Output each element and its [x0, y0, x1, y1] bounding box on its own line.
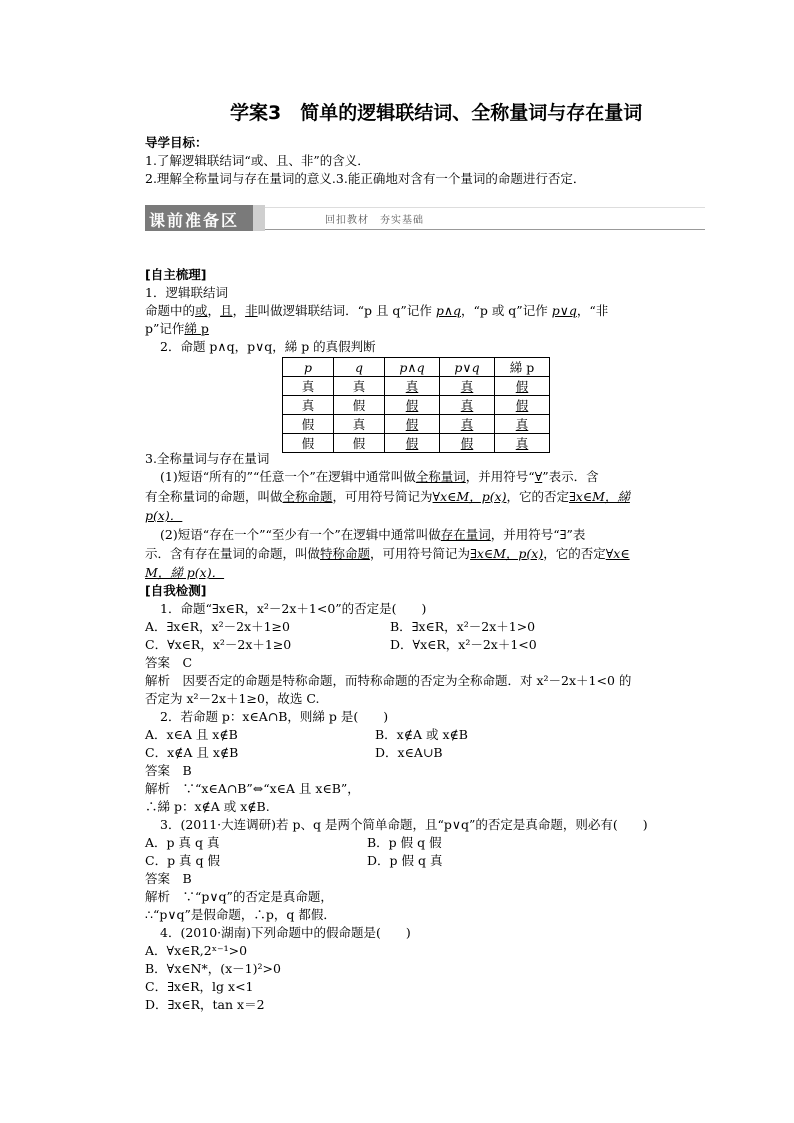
q3-option-b: B．p 假 q 假: [367, 835, 442, 850]
review-heading: [自主梳理]: [145, 267, 207, 282]
table-cell: 真: [283, 377, 334, 396]
q1-explanation-1: 解析 因要否定的命题是特称命题，而特称命题的否定为全称命题．对 x²－2x＋1<0 的: [145, 673, 632, 688]
table-cell: 假: [334, 434, 385, 453]
q2-explanation-1: 解析 ∵“x∈A∩B”⇔“x∈A 且 x∈B”，: [145, 781, 360, 796]
banner-rule-bottom: [265, 229, 705, 230]
q3-answer: 答案 B: [145, 871, 192, 886]
table-cell: 真: [283, 396, 334, 415]
review-s3-line2: [145, 488, 630, 506]
table-row: [283, 396, 550, 415]
review-s2-title: 2．命题 p∧q，p∨q，綈 p 的真假判断: [160, 339, 376, 354]
text: p”记作: [145, 321, 185, 336]
table-cell: 真: [495, 415, 550, 434]
text: ，可用符号简记为: [332, 489, 433, 504]
text: ，: [207, 303, 221, 318]
text: 有全称量词的命题，叫做: [145, 489, 283, 504]
blank-existential-quantifier: 存在量词: [440, 527, 491, 542]
q2-option-c: C．x∉A 且 x∉B: [145, 745, 239, 760]
page-title: 学案3 简单的逻辑联结词、全称量词与存在量词: [230, 102, 643, 124]
q2-explanation-2: ∴綈 p：x∉A 或 x∉B.: [145, 799, 270, 814]
text: ，可用符号简记为: [370, 546, 471, 561]
q1-option-a: A．∃x∈R，x²－2x＋1≥0: [145, 619, 290, 634]
blank-and: 且: [220, 303, 233, 318]
table-header-row: [283, 358, 550, 377]
text: ”表示．含: [542, 469, 599, 484]
table-cell: 真: [334, 415, 385, 434]
table-cell: 假: [385, 396, 440, 415]
q2-stem: 2．若命题 p：x∈A∩B，则綈 p 是( ): [160, 709, 389, 724]
table-cell: 真: [440, 396, 495, 415]
table-header: p: [283, 358, 334, 377]
q4-option-a: A．∀x∈R,2ˣ⁻¹>0: [145, 943, 248, 958]
q1-stem: 1．命题“∃x∈R，x²－2x＋1<0”的否定是( ): [160, 601, 427, 616]
q2-answer: 答案 B: [145, 763, 192, 778]
text: (1)短语“所有的”“任意一个”在逻辑中通常叫做: [160, 469, 416, 484]
q4-option-b: B．∀x∈N*，(x－1)²>0: [145, 961, 281, 976]
table-cell: 假: [440, 434, 495, 453]
q1-option-b: B．∃x∈R，x²－2x＋1>0: [390, 619, 536, 634]
q4-option-d: D．∃x∈R，tan x＝2: [145, 997, 265, 1012]
q3-explanation-1: 解析 ∵“p∨q”的否定是真命题，: [145, 889, 333, 904]
table-cell: 假: [495, 377, 550, 396]
text: 叫做逻辑联结词．“p 且 q”记作: [257, 303, 436, 318]
table-header: p∨q: [440, 358, 495, 377]
blank-existential-notation: ∃x∈M，p(x): [470, 546, 544, 561]
text: 示．含有存在量词的命题，叫做: [145, 546, 321, 561]
q3-option-c: C．p 真 q 假: [145, 853, 220, 868]
review-s1-line1: [145, 302, 608, 320]
blank-universal-quantifier: 全称量词: [415, 469, 466, 484]
text: ，“非: [576, 303, 609, 318]
q2-option-a: A．x∈A 且 x∉B: [145, 727, 238, 742]
table-cell: 假: [334, 396, 385, 415]
objectives-heading: 导学目标：: [145, 135, 208, 150]
blank-not-p: 綈 p: [184, 321, 209, 336]
blank-universal-notation: ∀x∈M，p(x): [432, 489, 507, 504]
table-cell: 假: [385, 434, 440, 453]
q4-stem: 4．(2010·湖南)下列命题中的假命题是( ): [160, 925, 411, 940]
table-header: q: [334, 358, 385, 377]
q1-answer: 答案 C: [145, 655, 193, 670]
table-cell: 真: [440, 415, 495, 434]
blank-p-and-q: p∧q: [435, 303, 461, 318]
review-s3-line5: [145, 545, 630, 563]
blank-universal-negation: ∃x∈M，綈: [569, 489, 630, 504]
q3-option-a: A．p 真 q 真: [145, 835, 220, 850]
blank-forall-symbol: ∀: [534, 469, 543, 484]
text: ，它的否定: [543, 546, 606, 561]
blank-universal-proposition: 全称命题: [282, 489, 333, 504]
review-s1-title: 1．逻辑联结词: [145, 285, 228, 300]
table-cell: 真: [495, 434, 550, 453]
review-s3-line1: [160, 468, 599, 486]
q2-option-d: D．x∈A∪B: [375, 745, 443, 760]
q2-option-b: B．x∉A 或 x∉B: [375, 727, 468, 742]
table-cell: 假: [283, 415, 334, 434]
q3-option-d: D．p 假 q 真: [367, 853, 443, 868]
blank-not: 非: [245, 303, 258, 318]
objective-1: 1.了解逻辑联结词“或、且、非”的含义．: [145, 153, 370, 168]
table-row: [283, 434, 550, 453]
table-cell: 真: [385, 377, 440, 396]
banner-rule-top: [265, 207, 705, 208]
table-row: [283, 377, 550, 396]
table-cell: 假: [385, 415, 440, 434]
blank-existential-proposition: 特称命题: [320, 546, 371, 561]
banner-shade: [253, 205, 265, 231]
review-s3-title: 3.全称量词与存在量词: [145, 451, 270, 466]
q3-stem: 3．(2011·大连调研)若 p、q 是两个简单命题，且“p∨q”的否定是真命题，则必有( ): [160, 817, 648, 832]
table-cell: 假: [495, 396, 550, 415]
text: ，“p 或 q”记作: [460, 303, 552, 318]
text: ，并用符号“∃”表: [490, 527, 586, 542]
section-banner: [145, 205, 705, 231]
review-s3-line6: [145, 564, 224, 582]
text: ，: [232, 303, 246, 318]
table-header: 綈 p: [495, 358, 550, 377]
blank-universal-negation-cont: p(x)．: [145, 508, 183, 523]
truth-table: [282, 357, 550, 453]
review-s1-line2: [145, 320, 209, 338]
blank-p-or-q: p∨q: [551, 303, 577, 318]
review-s3-line3: [145, 507, 182, 525]
table-header: p∧q: [385, 358, 440, 377]
blank-existential-negation-cont: M，綈 p(x)．: [145, 565, 225, 580]
blank-or: 或: [195, 303, 208, 318]
text: 命题中的: [145, 303, 196, 318]
banner-subtitle: 回扣教材 夯实基础: [325, 215, 424, 226]
text: ，它的否定: [506, 489, 570, 504]
table-cell: 假: [283, 434, 334, 453]
objective-2: 2.理解全称量词与存在量词的意义.3.能正确地对含有一个量词的命题进行否定．: [145, 171, 586, 186]
table-cell: 真: [334, 377, 385, 396]
q4-option-c: C．∃x∈R，lg x<1: [145, 979, 254, 994]
q1-option-d: D．∀x∈R，x²－2x＋1<0: [390, 637, 537, 652]
text: ，并用符号“: [465, 469, 535, 484]
banner-label: 课前准备区: [149, 211, 240, 230]
table-row: [283, 415, 550, 434]
table-cell: 真: [440, 377, 495, 396]
selftest-heading: [自我检测]: [145, 583, 207, 598]
review-s3-line4: [160, 526, 585, 544]
q3-explanation-2: ∴“p∨q”是假命题，∴p，q 都假．: [145, 907, 336, 922]
blank-existential-negation: ∀x∈: [605, 546, 630, 561]
q1-explanation-2: 否定为 x²－2x＋1≥0，故选 C.: [145, 691, 320, 706]
q1-option-c: C．∀x∈R，x²－2x＋1≥0: [145, 637, 292, 652]
text: (2)短语“存在一个”“至少有一个”在逻辑中通常叫做: [160, 527, 441, 542]
